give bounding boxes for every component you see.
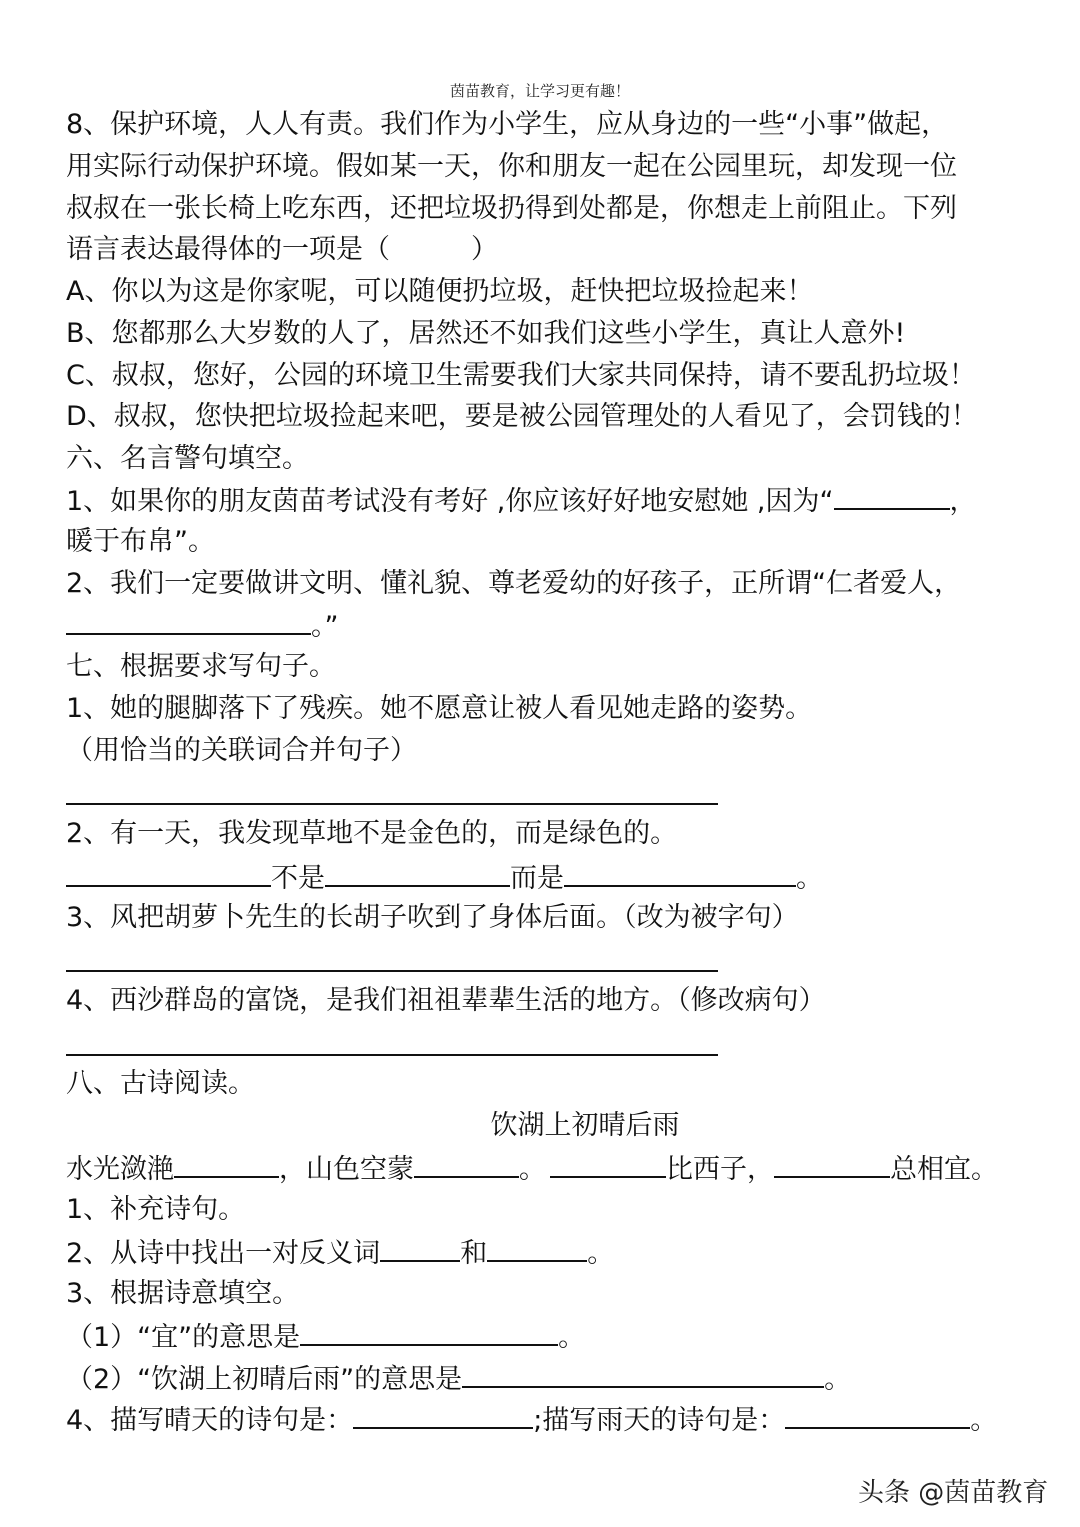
s7-q3: 3、风把胡萝卜先生的长胡子吹到了身体后面。（改为被字句） xyxy=(66,902,799,933)
section6-title: 六、名言警句填空。 xyxy=(66,443,309,474)
section7-title: 七、根据要求写句子。 xyxy=(66,651,336,682)
text: ，山色空蒙 xyxy=(279,1154,414,1185)
text: 1、如果你的朋友茵苗考试没有考好 ,你应该好好地安慰她 ,因为“ xyxy=(66,486,834,517)
s7-q2-fill xyxy=(66,859,823,897)
q8-line1: 8、保护环境，人人有责。我们作为小学生，应从身边的一些“小事”做起， xyxy=(66,109,949,140)
answer-line xyxy=(66,803,718,805)
text: 水光潋滟 xyxy=(66,1154,174,1185)
answer-blank xyxy=(462,1360,824,1388)
s8-q3-2 xyxy=(66,1360,851,1398)
text: 。” xyxy=(311,611,339,642)
answer-blank xyxy=(380,1234,460,1262)
answer-blank xyxy=(66,607,311,635)
answer-blank xyxy=(66,859,271,887)
text: （1）“宜”的意思是 xyxy=(66,1322,301,1353)
s8-q1: 1、补充诗句。 xyxy=(66,1194,246,1225)
answer-blank xyxy=(785,1401,970,1429)
answer-blank xyxy=(550,1150,666,1178)
text: 。 xyxy=(970,1405,998,1436)
text: 和 xyxy=(460,1238,488,1269)
answer-line xyxy=(66,1054,718,1056)
answer-blank xyxy=(325,859,510,887)
text: 2、从诗中找出一对反义词 xyxy=(66,1238,381,1269)
s8-q4 xyxy=(66,1401,997,1439)
s6-q1 xyxy=(66,482,977,520)
s6-q2-cont xyxy=(66,607,339,645)
text: 不是 xyxy=(271,863,325,894)
watermark-footer: 头条 @茵苗教育 xyxy=(858,1478,1049,1508)
q8-line2: 用实际行动保护环境。假如某一天，你和朋友一起在公园里玩，却发现一位 xyxy=(66,151,957,182)
answer-blank xyxy=(487,1234,587,1262)
s8-q3: 3、根据诗意填空。 xyxy=(66,1278,300,1309)
text: 比西子， xyxy=(666,1154,774,1185)
text: ;描写雨天的诗句是： xyxy=(533,1405,786,1436)
s6-q1-cont: 暖于布帛”。 xyxy=(66,526,215,557)
text: 。 xyxy=(558,1322,586,1353)
text: （2）“饮湖上初晴后雨”的意思是 xyxy=(66,1364,463,1395)
s7-q1: 1、她的腿脚落下了残疾。她不愿意让被人看见她走路的姿势。 xyxy=(66,693,813,724)
answer-blank xyxy=(834,482,950,510)
poem-title: 饮湖上初晴后雨 xyxy=(490,1110,680,1141)
section8-title: 八、古诗阅读。 xyxy=(66,1068,255,1099)
q8-option-a: A、你以为这是你家呢，可以随便扔垃圾，赶快把垃圾捡起来！ xyxy=(66,276,814,307)
q8-option-b: B、您都那么大岁数的人了，居然还不如我们这些小学生，真让人意外! xyxy=(66,318,906,349)
text: 。 xyxy=(824,1364,852,1395)
text: ， xyxy=(949,486,977,517)
answer-blank xyxy=(774,1150,890,1178)
answer-blank xyxy=(564,859,796,887)
answer-line xyxy=(66,970,718,972)
q8-option-d: D、叔叔，您快把垃圾捡起来吧，要是被公园管理处的人看见了，会罚钱的！ xyxy=(66,401,978,432)
q8-line3: 叔叔在一张长椅上吃东西，还把垃圾扔得到处都是，你想走上前阻止。下列 xyxy=(66,193,957,224)
text: 。 xyxy=(519,1154,546,1185)
q8-option-c: C、叔叔，您好，公园的环境卫生需要我们大家共同保持，请不要乱扔垃圾！ xyxy=(66,360,976,391)
text: 。 xyxy=(587,1238,615,1269)
s8-q3-1 xyxy=(66,1318,585,1356)
s6-q2: 2、我们一定要做讲文明、懂礼貌、尊老爱幼的好孩子，正所谓“仁者爱人， xyxy=(66,568,962,599)
s7-q4: 4、西沙群岛的富饶，是我们祖祖辈辈生活的地方。（修改病句） xyxy=(66,985,826,1016)
s7-q2: 2、有一天，我发现草地不是金色的，而是绿色的。 xyxy=(66,818,678,849)
answer-blank xyxy=(414,1150,519,1178)
page-header: 茵苗教育，让学习更有趣！ xyxy=(449,82,630,100)
poem-line xyxy=(66,1150,998,1188)
s8-q2 xyxy=(66,1234,614,1272)
text: 而是 xyxy=(510,863,564,894)
answer-blank xyxy=(174,1150,279,1178)
answer-blank xyxy=(353,1401,533,1429)
answer-blank xyxy=(300,1318,558,1346)
s7-q1-instruction: （用恰当的关联词合并句子） xyxy=(66,735,417,766)
text: 。 xyxy=(796,863,823,894)
text: 总相宜。 xyxy=(890,1154,998,1185)
q8-line4: 语言表达最得体的一项是（ ） xyxy=(66,234,498,265)
text: 4、描写晴天的诗句是： xyxy=(66,1405,354,1436)
